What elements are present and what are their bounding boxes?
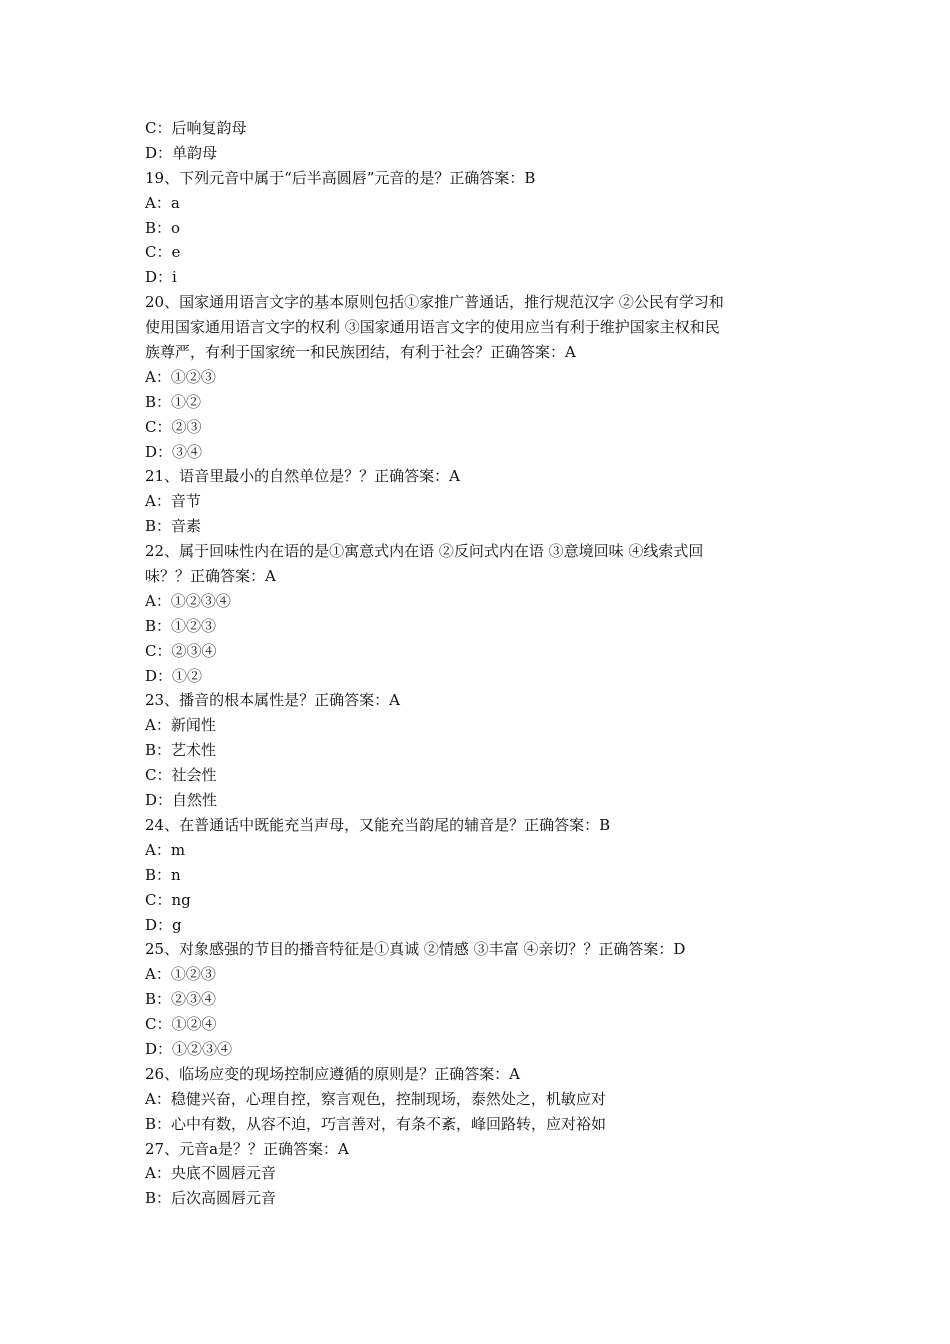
text-line: C：②③④ xyxy=(145,641,217,660)
text-line: A：m xyxy=(145,840,186,859)
text-line: B：②③④ xyxy=(145,990,217,1009)
text-line: C：ng xyxy=(145,890,191,909)
text-line: A：央底不圆唇元音 xyxy=(145,1164,276,1183)
text-line: 24、在普通话中既能充当声母，又能充当韵尾的辅音是？正确答案：B xyxy=(145,815,611,834)
text-line: B：音素 xyxy=(145,517,202,536)
text-line: A：①②③ xyxy=(145,367,216,386)
text-line: C：e xyxy=(145,243,181,262)
text-line: 23、播音的根本属性是？正确答案：A xyxy=(145,691,400,710)
text-line: 族尊严，有利于国家统一和民族团结，有利于社会？正确答案：A xyxy=(145,343,576,362)
document-page xyxy=(145,116,810,1211)
text-line: 22、属于回味性内在语的是①寓意式内在语 ②反问式内在语 ③意境回味 ④线索式回 xyxy=(145,542,704,561)
text-line: B：o xyxy=(145,218,181,237)
text-line: C：社会性 xyxy=(145,766,217,785)
text-line: B：艺术性 xyxy=(145,741,217,760)
text-line: C：后响复韵母 xyxy=(145,119,247,137)
text-line: 25、对象感强的节目的播音特征是①真诚 ②情感 ③丰富 ④亲切？？正确答案：D xyxy=(145,940,686,959)
text-line: C：①②④ xyxy=(145,1015,217,1034)
text-line: A：①②③④ xyxy=(145,591,231,610)
text-line: A：①②③ xyxy=(145,965,216,984)
text-line: B：①②③ xyxy=(145,616,217,635)
text-line: D：单韵母 xyxy=(145,143,218,162)
text-line: C：②③ xyxy=(145,417,202,436)
text-line: B：后次高圆唇元音 xyxy=(145,1189,277,1208)
text-line: A：音节 xyxy=(145,492,201,511)
text-line: D：g xyxy=(145,915,182,934)
text-line: 26、临场应变的现场控制应遵循的原则是？正确答案：A xyxy=(145,1064,520,1083)
text-line: D：③④ xyxy=(145,442,203,461)
text-line: B：n xyxy=(145,865,181,884)
text-line: D：①②③④ xyxy=(145,1039,233,1058)
text-line: D：①② xyxy=(145,666,203,685)
text-line: 味？？正确答案：A xyxy=(145,567,276,586)
text-line: B：心中有数，从容不迫，巧言善对，有条不紊，峰回路转，应对裕如 xyxy=(145,1114,607,1133)
text-line: 20、国家通用语言文字的基本原则包括①家推广普通话，推行规范汉字 ②公民有学习和 xyxy=(145,293,724,312)
text-line: 使用国家通用语言文字的权利 ③国家通用语言文字的使用应当有利于维护国家主权和民 xyxy=(145,318,720,337)
text-line: 27、元音a是？？正确答案：A xyxy=(145,1139,349,1158)
text-line: A：稳健兴奋，心理自控，察言观色，控制现场，泰然处之，机敏应对 xyxy=(145,1089,606,1108)
text-line: D：i xyxy=(145,268,177,287)
text-line: D：自然性 xyxy=(145,791,218,810)
text-line: A：新闻性 xyxy=(145,716,216,735)
text-line: 21、语音里最小的自然单位是？？正确答案：A xyxy=(145,467,460,486)
text-line: 19、下列元音中属于“后半高圆唇”元音的是？正确答案：B xyxy=(145,168,536,187)
text-line: A：a xyxy=(145,193,180,212)
text-line: B：①② xyxy=(145,392,202,411)
